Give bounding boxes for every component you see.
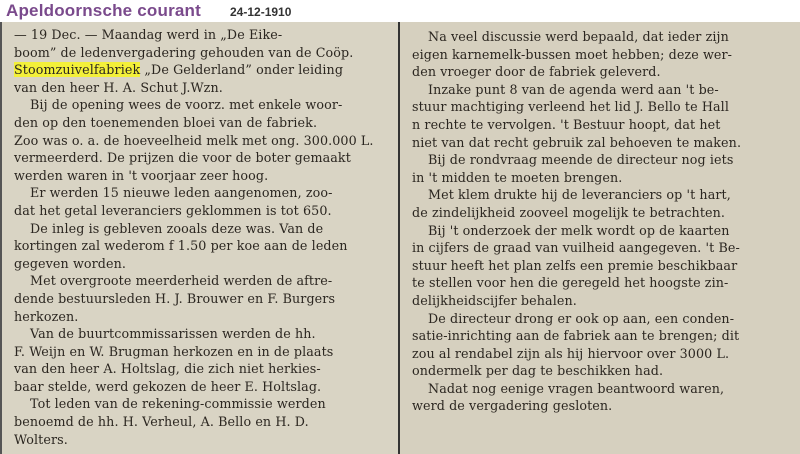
article-line: baar stelde, werd gekozen de heer E. Holtslag. (14, 378, 322, 394)
highlighted-term: Stoomzuivelfabriek (14, 62, 141, 78)
article-line: werd de vergadering gesloten. (412, 398, 613, 414)
article-column-right (398, 22, 800, 454)
article-line: Bij de rondvraag meende de directeur nog iets (428, 152, 734, 168)
article-line: kortingen zal wederom f 1.50 per koe aan de leden (14, 238, 348, 254)
article-line: in cijfers de graad van vuilheid aangegeven. 't Be- (412, 240, 740, 256)
article-line: ondermelk per dag te beschikken had. (412, 363, 664, 379)
article-line: stuur machtiging verleend het lid J. Bello te Hall (412, 99, 729, 115)
article-line: in 't midden te moeten brengen. (412, 169, 623, 185)
article-line: den vroeger door de fabriek geleverd. (412, 64, 661, 80)
article-line: Met overgroote meerderheid werden de aftre- (30, 273, 333, 289)
article-line: stuur heeft het plan zelfs een premie beschikbaar (412, 257, 738, 273)
page-header (0, 0, 800, 22)
article-line: zou al rendabel zijn als hij hiervoor over 3000 L. (412, 345, 730, 361)
newspaper-clipping (0, 22, 800, 454)
article-line: — 19 Dec. — Maandag werd in „De Eike- (14, 27, 283, 42)
article-line: Na veel discussie werd bepaald, dat ieder zijn (428, 29, 729, 44)
article-line: niet van dat recht gebruik zal behoeven te maken. (412, 134, 742, 150)
article-line: van den heer A. Holtslag, die zich niet herkies- (14, 361, 321, 377)
article-line: satie-inrichting aan de fabriek aan te brengen; dit (412, 328, 740, 344)
article-line: Er werden 15 nieuwe leden aangenomen, zoo- (30, 185, 333, 201)
article-line: Inzake punt 8 van de agenda werd aan 't be- (428, 81, 719, 97)
article-line: eigen karnemelk-bussen moet hebben; deze wer- (412, 46, 733, 62)
article-line: boom” de ledenvergadering gehouden van de Coöp. (14, 44, 354, 60)
article-line: Bij de opening wees de voorz. met enkele woor- (30, 97, 343, 113)
article-line: benoemd de hh. H. Verheul, A. Bello en H. D. (14, 414, 309, 430)
article-line: delijkheidscijfer behalen. (412, 292, 577, 308)
publication-date: 24-12-1910 (230, 5, 292, 19)
line-text: „De Gelderland” onder leiding (140, 62, 344, 78)
article-line: De inleg is gebleven zooals deze was. Van de (30, 220, 324, 236)
article-line: Met klem drukte hij de leveranciers op 't hart, (428, 187, 731, 203)
article-line: vermeerderd. De prijzen die voor de boter gemaakt (14, 150, 351, 166)
article-line: dende bestuursleden H. J. Brouwer en F. Burgers (14, 290, 336, 306)
article-line: Zoo was o. a. de hoeveelheid melk met ong. 300.000 L. (14, 132, 374, 148)
article-line: te stellen voor hen die geregeld het hoogste zin- (412, 275, 729, 291)
article-line: Van de buurtcommissarissen werden de hh. (30, 326, 316, 342)
article-column-left (0, 22, 398, 454)
article-line: de zindelijkheid zooveel mogelijk te betrachten. (412, 204, 726, 220)
article-line: F. Weijn en W. Brugman herkozen en in de plaats (14, 343, 334, 359)
newspaper-title: Apeldoornsche courant (6, 1, 202, 20)
article-line: Nadat nog eenige vragen beantwoord waren, (428, 380, 725, 396)
article-line: Bij 't onderzoek der melk wordt op de kaarten (428, 222, 730, 238)
article-line (14, 61, 392, 79)
article-line: gegeven worden. (14, 255, 127, 271)
article-line: van den heer H. A. Schut J.Wzn. (14, 79, 223, 95)
article-line: n rechte te vervolgen. 't Bestuur hoopt, dat het (412, 116, 721, 132)
article-line: dat het getal leveranciers geklommen is tot 650. (14, 202, 332, 218)
article-line: herkozen. (14, 308, 79, 324)
article-line: werden waren in 't voorjaar zeer hoog. (14, 167, 269, 183)
article-line: De directeur drong er ook op aan, een conden- (428, 310, 735, 326)
article-line: den op den toenemenden bloei van de fabriek. (14, 114, 318, 130)
article-line: Tot leden van de rekening-commissie werden (30, 396, 326, 412)
article-line: Wolters. (14, 431, 68, 447)
